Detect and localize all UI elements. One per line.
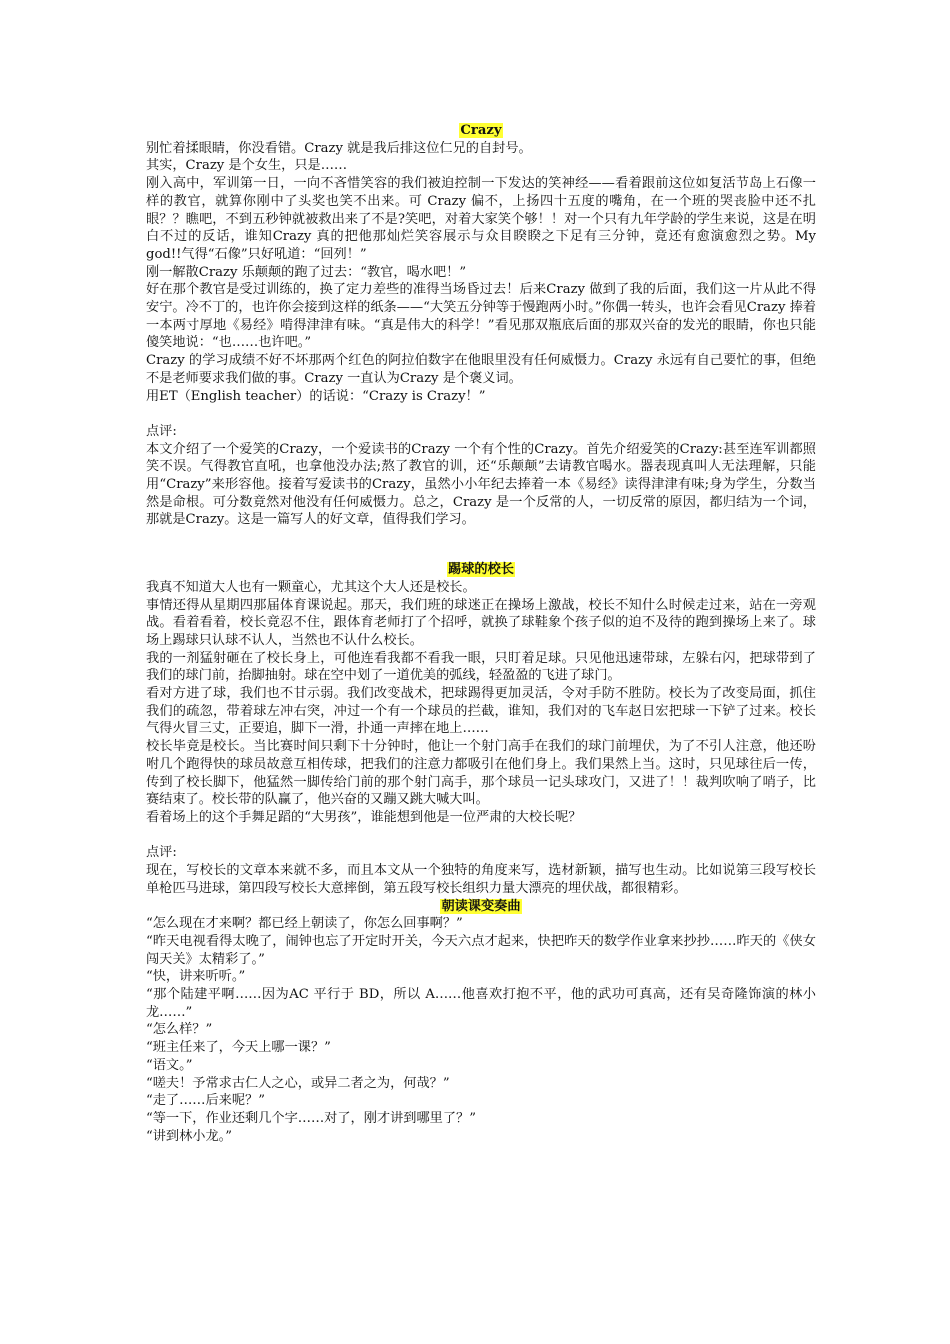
paragraph: 好在那个教官是受过训练的，换了定力差些的准得当场昏过去！后来Crazy 做到了我的后面，我们这一片从此不得安宁。冷不丁的，也许你会接到这样的纸条——“大笑五分钟等于慢跑两小时。”你偶一转头，也许会看见Crazy 捧着一本两寸厚地《易经》啃得津津有味。“真是伟大的科学！”看见那双瓶底后面的那双兴奋的发光的眼睛，你也只能傻笑地说：“也……也许吧。” [146,282,816,351]
paragraph: 我真不知道大人也有一颗童心，尤其这个大人还是校长。 [146,579,476,595]
dialogue-line: “班主任来了，今天上哪一课？” [146,1040,331,1056]
title-highlight: 踢球的校长 [448,562,514,578]
paragraph: 其实，Crazy 是个女生，只是…… [146,158,348,174]
dialogue-line: “嗟夫！予常求古仁人之心，或异二者之为，何哉？” [146,1075,450,1091]
comment-text: 本文介绍了一个爱笑的Crazy，一个爱读书的Crazy 一个有个性的Crazy。首先介绍爱笑的Crazy:甚至连军训都照笑不误。气得教官直吼，也拿他没办法;熬了教官的训，还“乐颠颠”去请教官喝水。器表现真叫人无法理解，只能用“Crazy”来形容他。接着写爱读书的Crazy，虽然小小年纪去捧着一本《易经》读得津津有味;身为学生，分数当然是命根。可分数竟然对他没有任何威慑力。总之，Crazy 是一个反常的人，一切反常的原因，都归结为一个词，那就是Crazy。这是一篇写人的好文章，值得我们学习。 [146,441,816,528]
article-title-principal [146,561,816,579]
paragraph: 看对方进了球，我们也不甘示弱。我们改变战术，把球踢得更加灵活，令对手防不胜防。校长为了改变局面，抓住我们的疏忽，带着球左冲右突，冲过一个有一个球员的拦截，谁知，我们对的飞车赵日宏把球一下铲了过来。校长气得火冒三丈，正要追，脚下一滑，扑通一声摔在地上…… [146,686,816,737]
paragraph: 事情还得从星期四那届体育课说起。那天，我们班的球迷正在操场上激战，校长不知什么时候走过来，站在一旁观战。看着看着，校长竟忍不住，跟体育老师打了个招呼，就换了球鞋象个孩子似的迫不及待的跑到操场上来了。球场上踢球只认球不认人，当然也不认什么校长。 [146,597,816,648]
dialogue-line: “等一下，作业还剩几个字……对了，刚才讲到哪里了？” [146,1110,476,1126]
article-title-morning-reading [146,898,816,916]
dialogue-line: “昨天电视看得太晚了，闹钟也忘了开定时开关，今天六点才起来，快把昨天的数学作业拿来抄抄……昨天的《侠女闯天关》太精彩了。” [146,933,816,967]
comment-label: 点评: [146,423,177,439]
dialogue-line: “讲到林小龙。” [146,1128,233,1144]
paragraph: 别忙着揉眼睛，你没看错。Crazy 就是我后排这位仁兄的自封号。 [146,140,532,156]
paragraph: 刚一解散Crazy 乐颠颠的跑了过去：“教官，喝水吧！” [146,264,467,280]
paragraph: 我的一剂猛射砸在了校长身上，可他连看我都不看我一眼，只盯着足球。只见他迅速带球，左躲右闪，把球带到了我们的球门前，抬脚抽射。球在空中划了一道优美的弧线，轻盈盈的飞进了球门。 [146,650,816,684]
comment-text: 现在，写校长的文章本来就不多，而且本文从一个独特的角度来写，选材新颖，描写也生动。比如说第三段写校长单枪匹马进球，第四段写校长大意摔倒，第五段写校长组织力量大漂亮的埋伏战，都很精彩。 [146,863,816,896]
document-page [146,122,816,1145]
article-title-crazy [146,122,816,140]
title-highlight: Crazy [460,123,502,138]
dialogue-line: “那个陆建平啊……因为AC 平行于 BD，所以 A……他喜欢打抱不平，他的武功可真高，还有吴奇隆饰演的林小龙……” [146,987,816,1020]
dialogue-line: “走了……后来呢？” [146,1093,265,1109]
dialogue-line: “语文。” [146,1057,193,1073]
title-highlight: 朝读课变奏曲 [441,898,521,914]
paragraph: 用ET（English teacher）的话说：“Crazy is Crazy！” [146,388,486,404]
dialogue-line: “快，讲来听听。” [146,969,246,985]
dialogue-line: “怎么样？” [146,1022,213,1038]
paragraph: 刚入高中，军训第一日，一向不吝惜笑容的我们被迫控制一下发达的笑神经——看着跟前这位如复活节岛上石像一样的教官，就算你刚中了头奖也笑不出来。可 Crazy 偏不，上扬四十五度的嘴角，在一个班的哭丧脸中还不扎眼？？瞧吧，不到五秒钟就被救出来了不是?笑吧，对着大家笑个够！！对一个只有九年学龄的学生来说，这是在明白不过的反话，谁知Crazy 真的把他那灿烂笑容展示与众目睽睽之下足有三分钟，竟还有愈演愈烈之势。My god!!气得“石像”只好吼道：“回列！” [146,176,816,262]
paragraph: Crazy 的学习成绩不好不坏那两个红色的阿拉伯数字在他眼里没有任何威慑力。Crazy 永远有自己要忙的事，但绝不是老师要求我们做的事。Crazy 一直认为Crazy 是个褒义词。 [146,353,816,386]
dialogue-line: “怎么现在才来啊？都已经上朝读了，你怎么回事啊？” [146,916,463,932]
paragraph: 看着场上的这个手舞足蹈的“大男孩”，谁能想到他是一位严肃的大校长呢？ [146,810,582,825]
paragraph: 校长毕竟是校长。当比赛时间只剩下十分钟时，他让一个射门高手在我们的球门前埋伏，为了不引人注意，他还吩咐几个跑得快的球员故意互相传球，把我们的注意力都吸引在他们身上。我们果然上当。这时，只见球往后一传，传到了校长脚下，他猛然一脚传给门前的那个射门高手，那个球员一记头球攻门，又进了！！裁判吹响了哨子，比赛结束了。校长带的队赢了，他兴奋的又蹦又跳大喊大叫。 [146,739,816,808]
comment-label: 点评: [146,845,177,861]
